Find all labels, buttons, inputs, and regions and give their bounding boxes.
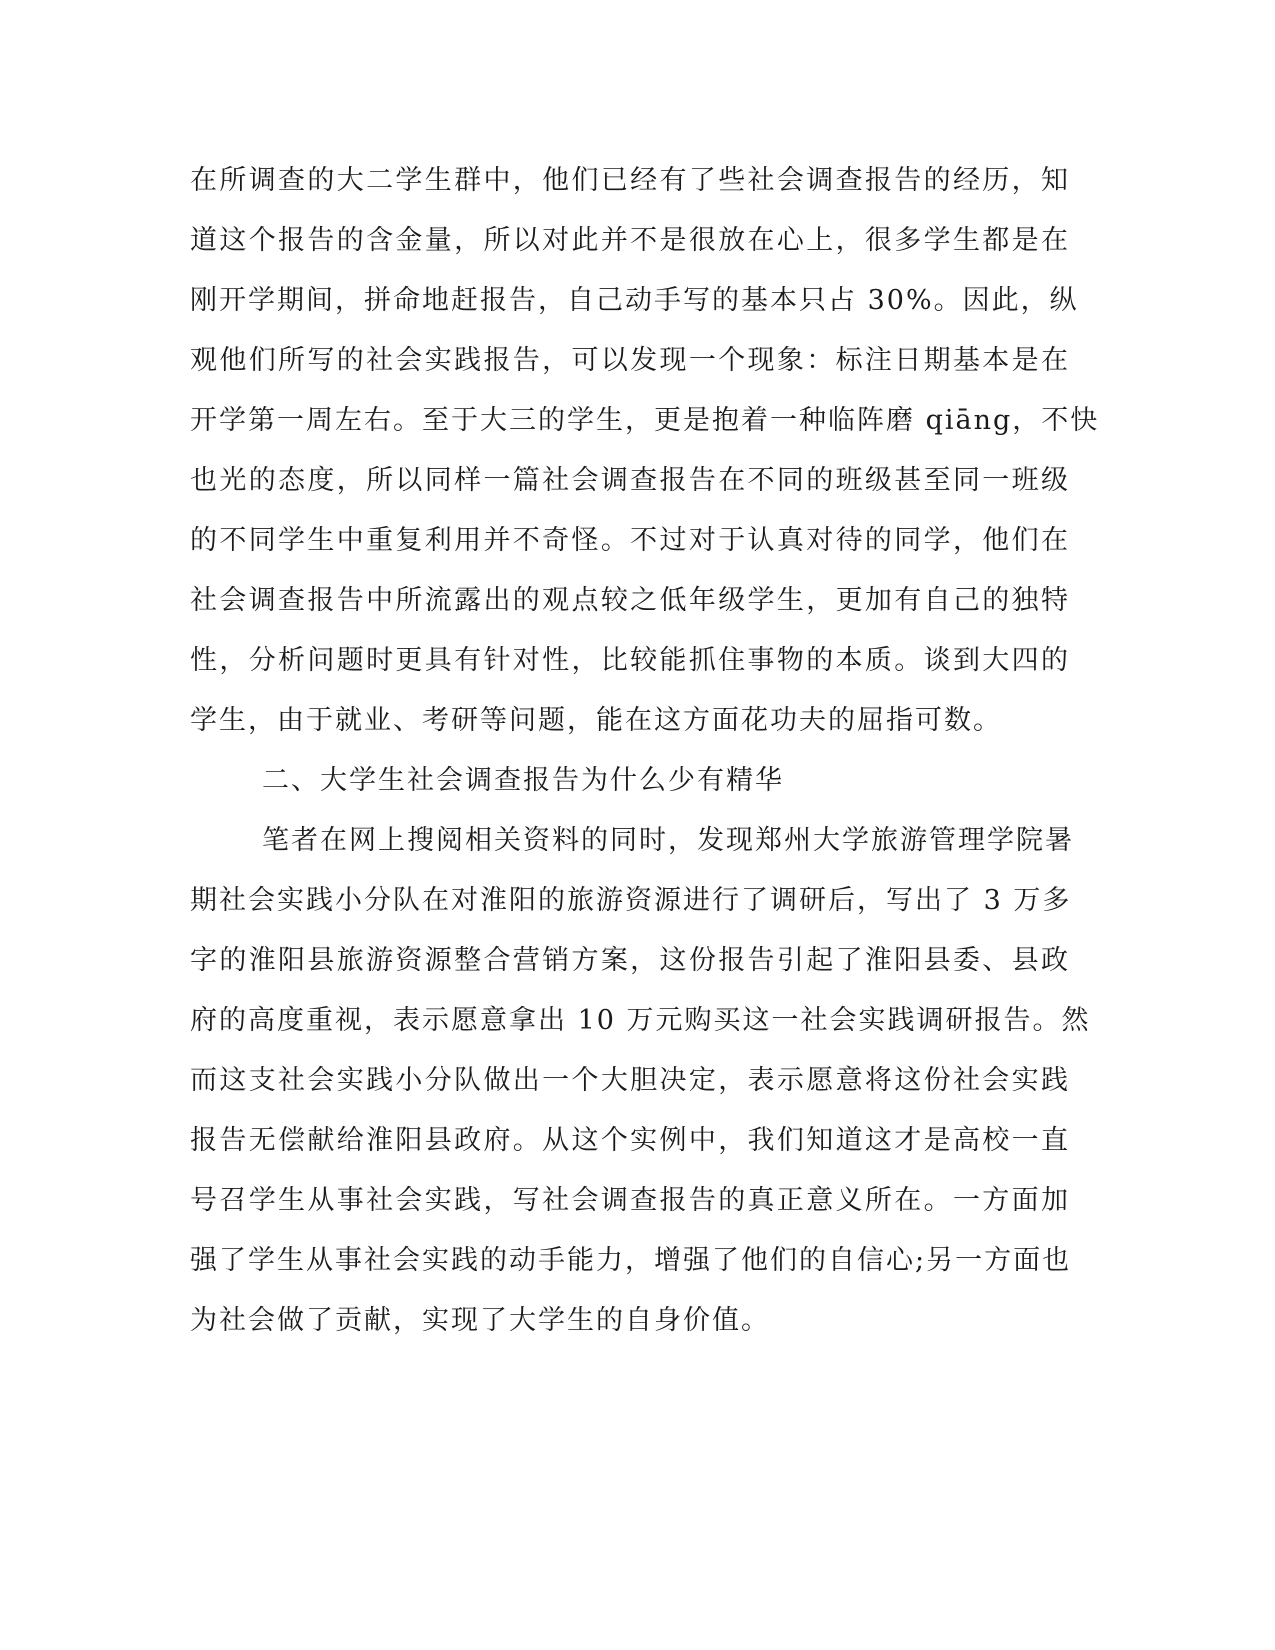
paragraph-1-line-7: 的不同学生中重复利用并不奇怪。不过对于认真对待的同学，他们在 — [190, 525, 1070, 556]
section-heading: 二、大学生社会调查报告为什么少有精华 — [262, 765, 784, 796]
paragraph-2-line-4: 府的高度重视，表示愿意拿出 10 万元购买这一社会实践调研报告。然 — [190, 1005, 1091, 1036]
paragraph-2-line-9: 为社会做了贡献，实现了大学生的自身价值。 — [190, 1305, 770, 1336]
paragraph-1-line-8: 社会调查报告中所流露出的观点较之低年级学生，更加有自己的独特 — [190, 585, 1070, 616]
paragraph-2-line-7: 号召学生从事社会实践，写社会调查报告的真正意义所在。一方面加 — [190, 1185, 1070, 1216]
paragraph-1-line-4: 观他们所写的社会实践报告，可以发现一个现象：标注日期基本是在 — [190, 345, 1070, 376]
paragraph-1-line-6: 也光的态度，所以同样一篇社会调查报告在不同的班级甚至同一班级 — [190, 465, 1070, 496]
paragraph-1-line-10: 学生，由于就业、考研等问题，能在这方面花功夫的屈指可数。 — [190, 705, 1002, 736]
paragraph-2-line-5: 而这支社会实践小分队做出一个大胆决定，表示愿意将这份社会实践 — [190, 1065, 1070, 1096]
paragraph-2-line-1: 笔者在网上搜阅相关资料的同时，发现郑州大学旅游管理学院暑 — [262, 825, 1074, 856]
paragraph-2-line-2: 期社会实践小分队在对淮阳的旅游资源进行了调研后，写出了 3 万多 — [190, 885, 1072, 916]
paragraph-2-line-6: 报告无偿献给淮阳县政府。从这个实例中，我们知道这才是高校一直 — [190, 1125, 1070, 1156]
paragraph-2-line-3: 字的淮阳县旅游资源整合营销方案，这份报告引起了淮阳县委、县政 — [190, 945, 1070, 976]
paragraph-1-line-3: 刚开学期间，拼命地赶报告，自己动手写的基本只占 30%。因此，纵 — [190, 285, 1079, 316]
paragraph-2-line-8: 强了学生从事社会实践的动手能力，增强了他们的自信心;另一方面也 — [190, 1245, 1072, 1276]
paragraph-1-line-9: 性，分析问题时更具有针对性，比较能抓住事物的本质。谈到大四的 — [190, 645, 1070, 676]
paragraph-1-line-5: 开学第一周左右。至于大三的学生，更是抱着一种临阵磨 qiāng，不快 — [190, 405, 1100, 436]
paragraph-1-line-2: 道这个报告的含金量，所以对此并不是很放在心上，很多学生都是在 — [190, 225, 1070, 256]
paragraph-1-line-1: 在所调查的大二学生群中，他们已经有了些社会调查报告的经历，知 — [190, 165, 1070, 196]
